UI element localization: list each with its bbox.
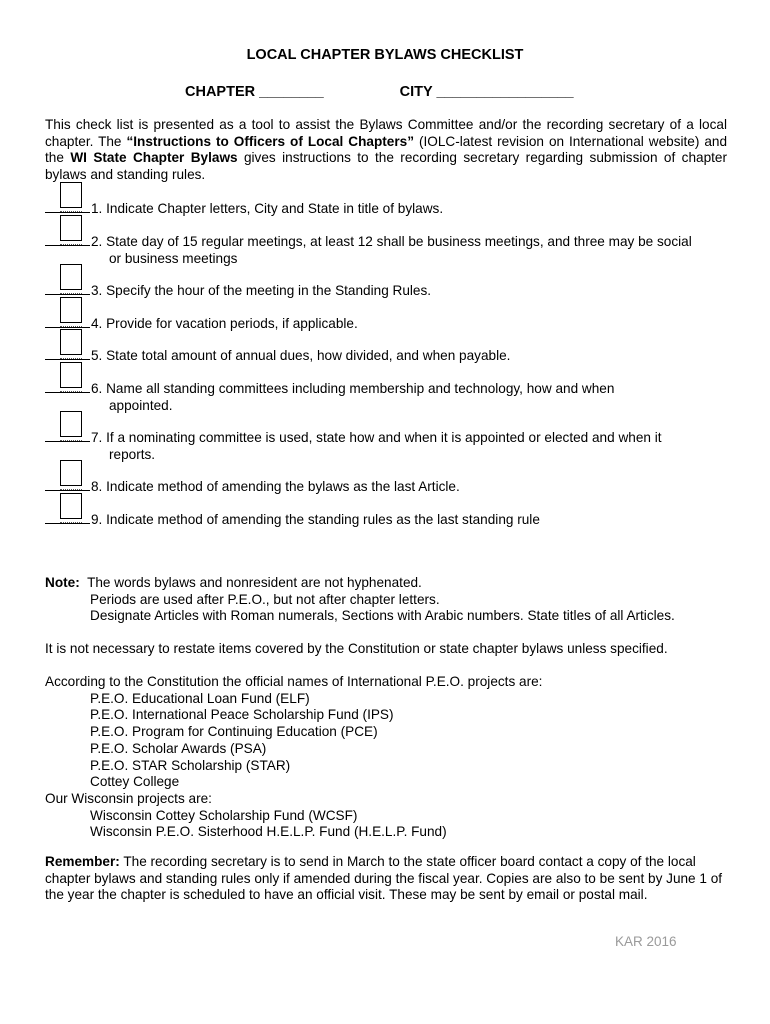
intro-bold-iolc: “Instructions to Officers of Local Chapters” xyxy=(126,133,414,149)
item-text: 7. If a nominating committee is used, state how and when it is appointed or elected and when it xyxy=(91,430,662,445)
projects-intro: According to the Constitution the official names of International P.E.O. projects are: xyxy=(45,674,543,689)
wisconsin-projects-intro: Our Wisconsin projects are: xyxy=(45,790,212,806)
item-text-cont: or business meetings xyxy=(109,250,238,266)
intro-text-1: This check list is presented as a tool to assist the Bylaws Committee and/or the recording secretary of a local chapter. The xyxy=(45,117,727,149)
item-text: 8. Indicate method of amending the bylaws as the last Article. xyxy=(91,479,460,494)
project-item: P.E.O. Program for Continuing Education (PCE) xyxy=(90,724,378,740)
restate-paragraph: It is not necessary to restate items covered by the Constitution or state chapter bylaws unless specified. xyxy=(45,641,668,656)
intro-text-2: (IOLC-latest revision on International website) and the xyxy=(45,133,728,165)
remember-paragraph xyxy=(45,854,727,904)
checklist-item xyxy=(45,429,735,463)
intro-paragraph xyxy=(45,117,727,183)
checklist-checkbox-2[interactable] xyxy=(45,233,90,246)
note-section xyxy=(45,575,675,625)
checklist-checkbox-9[interactable] xyxy=(45,511,90,524)
project-item: Cottey College xyxy=(90,774,180,790)
city-field[interactable]: CITY _________________ xyxy=(399,84,574,100)
project-item: P.E.O. Scholar Awards (PSA) xyxy=(90,740,267,756)
checklist-checkbox-6[interactable] xyxy=(45,380,90,393)
project-item: P.E.O. Educational Loan Fund (ELF) xyxy=(90,690,310,706)
chapter-field[interactable]: CHAPTER ________ xyxy=(185,84,324,100)
remember-label: Remember: xyxy=(45,854,120,869)
note-line: The words bylaws and nonresident are not hyphenated. xyxy=(87,575,422,590)
checklist-checkbox-5[interactable] xyxy=(45,347,90,360)
checklist-item xyxy=(45,282,735,300)
checklist-checkbox-4[interactable] xyxy=(45,315,90,328)
intro-bold-wi-bylaws: WI State Chapter Bylaws xyxy=(70,150,238,165)
note-line: Designate Articles with Roman numerals, Sections with Arabic numbers. State titles of all Articles. xyxy=(90,608,675,624)
intro-text-3: gives instructions to the recording secretary regarding submission of chapter bylaws and standing rules. xyxy=(45,150,727,182)
item-text: 5. State total amount of annual dues, how divided, and when payable. xyxy=(91,348,511,363)
wisconsin-project-item: Wisconsin Cottey Scholarship Fund (WCSF) xyxy=(90,807,358,823)
item-text: 4. Provide for vacation periods, if applicable. xyxy=(91,316,358,331)
checklist-item xyxy=(45,478,735,496)
note-label: Note: xyxy=(45,575,80,590)
item-text: 1. Indicate Chapter letters, City and State in title of bylaws. xyxy=(91,201,444,216)
checklist-item xyxy=(45,511,735,529)
checklist-item xyxy=(45,233,735,267)
checklist-checkbox-3[interactable] xyxy=(45,282,90,295)
project-item: P.E.O. International Peace Scholarship Fund (IPS) xyxy=(90,707,394,723)
chapter-city-row xyxy=(185,84,574,100)
checklist-item xyxy=(45,200,735,218)
checklist-item xyxy=(45,347,735,365)
item-text: 6. Name all standing committees including membership and technology, how and when xyxy=(91,381,615,396)
item-text-cont: appointed. xyxy=(109,397,173,413)
project-item: P.E.O. STAR Scholarship (STAR) xyxy=(90,757,291,773)
note-line: Periods are used after P.E.O., but not after chapter letters. xyxy=(90,591,440,607)
footer-initials: KAR 2016 xyxy=(615,934,677,949)
checklist-item xyxy=(45,315,735,333)
checklist-item xyxy=(45,380,735,414)
wisconsin-project-item: Wisconsin P.E.O. Sisterhood H.E.L.P. Fund (H.E.L.P. Fund) xyxy=(90,824,447,840)
remember-text: The recording secretary is to send in March to the state officer board contact a copy of the local chapter bylaws and standing rules only if amended during the fiscal year. Copies are also to be sent by June 1 of the year the chapter is scheduled to have an official visit. These may be sent by email or postal mail. xyxy=(45,854,723,903)
checklist-checkbox-8[interactable] xyxy=(45,478,90,491)
checklist-checkbox-1[interactable] xyxy=(45,200,90,213)
item-text-cont: reports. xyxy=(109,446,156,462)
item-text: 2. State day of 15 regular meetings, at least 12 shall be business meetings, and three may be social xyxy=(91,234,692,249)
item-text: 3. Specify the hour of the meeting in the Standing Rules. xyxy=(91,283,432,298)
checklist-checkbox-7[interactable] xyxy=(45,429,90,442)
document-title: LOCAL CHAPTER BYLAWS CHECKLIST xyxy=(246,47,524,63)
item-text: 9. Indicate method of amending the standing rules as the last standing rule xyxy=(91,512,540,527)
projects-section xyxy=(45,674,727,841)
